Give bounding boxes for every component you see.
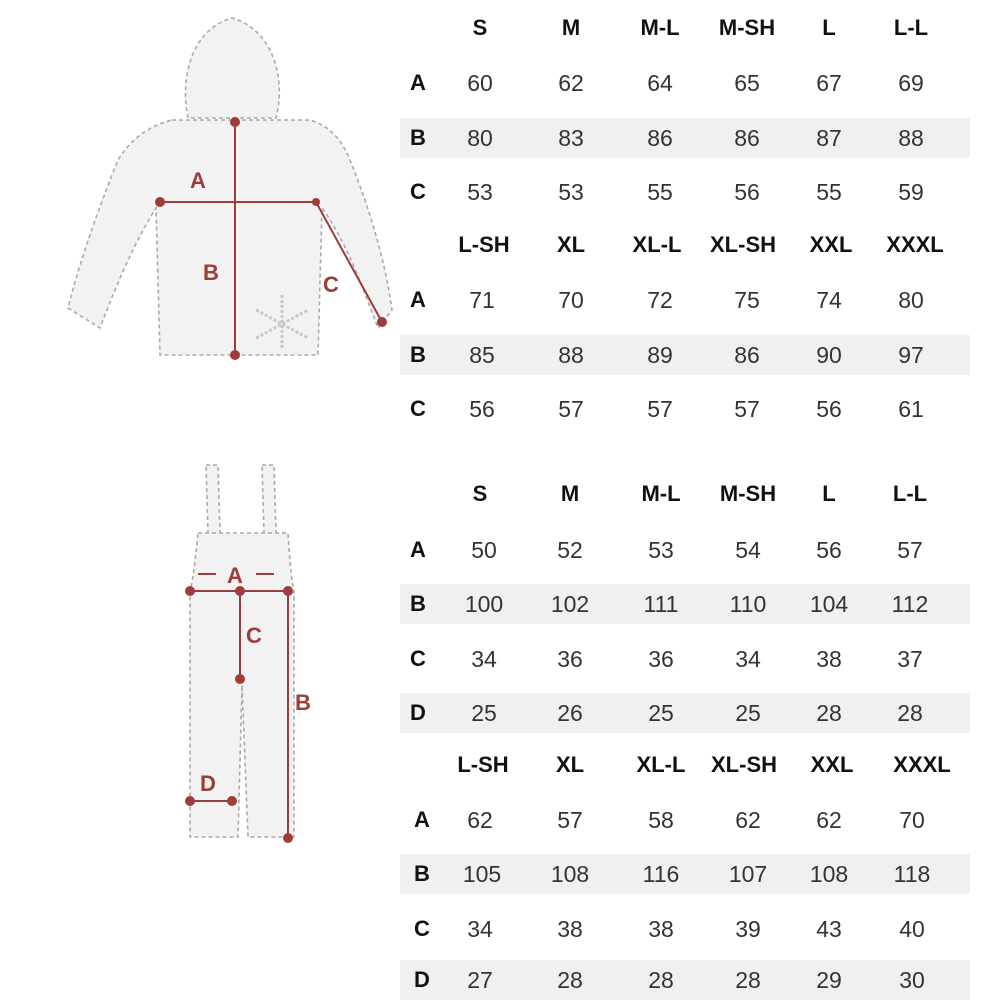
size-header-m-sh: M-SH [719,481,777,506]
table-cell: 34 [467,916,493,942]
size-header-m-l: M-L [641,481,681,506]
table-cell: 28 [735,967,761,993]
row-label: C [414,916,430,941]
header-row [400,474,970,514]
table-cell: 27 [467,967,493,993]
table-cell: 53 [648,537,674,563]
size-header-l: L [822,481,836,506]
table-cell: 72 [647,287,673,313]
table-cell: 69 [898,70,924,96]
table-cell: 86 [647,125,673,151]
table-cell: 40 [899,916,925,942]
size-header-s: S [472,481,488,506]
table-row [400,172,970,212]
row-label: D [410,700,426,725]
table-cell: 25 [735,700,761,726]
table-row [400,909,970,949]
table-row [400,335,970,375]
size-header-xxxl: XXXL [886,232,944,257]
size-header-l-sh: L-SH [457,752,509,777]
table-cell: 60 [467,70,493,96]
size-header-xl-l: XL-L [636,752,686,777]
table-cell: 57 [557,807,583,833]
size-header-xl-l: XL-L [632,232,682,257]
table-cell: 104 [809,591,849,617]
table-cell: 64 [647,70,673,96]
table-row [400,118,970,158]
row-label: C [410,396,426,421]
size-header-m-l: M-L [640,15,680,40]
table-cell: 38 [648,916,674,942]
table-cell: 38 [816,646,842,672]
jacket-diagram [60,10,400,370]
table-cell: 112 [891,591,929,617]
table-cell: 30 [899,967,925,993]
table-cell: 36 [557,646,583,672]
table-cell: 88 [898,125,924,151]
table-cell: 25 [648,700,674,726]
size-header-xl: XL [555,752,585,777]
table-cell: 90 [816,342,842,368]
size-header-xxxl: XXXL [893,752,951,777]
measure-point [186,797,194,805]
header-row [400,225,970,265]
table-cell: 29 [816,967,842,993]
table-cell: 107 [728,861,768,887]
jacket-label-b: B [203,260,219,285]
jacket-body-outline [68,120,392,355]
table-row [400,800,970,840]
table-cell: 71 [469,287,495,313]
row-label: A [410,537,426,562]
table-cell: 43 [816,916,842,942]
size-header-xxl: XXL [810,752,854,777]
table-cell: 56 [469,396,495,422]
size-header-m: M [560,481,580,506]
table-cell: 108 [809,861,849,887]
table-cell: 118 [893,861,931,887]
row-label: A [410,70,426,95]
row-label: B [414,861,430,886]
table-cell: 116 [642,861,680,887]
row-label: C [410,646,426,671]
measure-point [284,587,292,595]
table-cell: 55 [816,179,842,205]
pants-diagram [170,455,330,855]
table-cell: 65 [734,70,760,96]
table-cell: 36 [648,646,674,672]
table-cell: 62 [816,807,842,833]
table-cell: 28 [557,967,583,993]
table-cell: 87 [816,125,842,151]
table-cell: 56 [816,537,842,563]
table-cell: 56 [734,179,760,205]
size-header-l-l: L-L [892,481,928,506]
table-cell: 55 [647,179,673,205]
table-cell: 67 [816,70,842,96]
size-header-xl: XL [556,232,586,257]
table-cell: 57 [897,537,923,563]
size-header-xl-sh: XL-SH [711,752,777,777]
measure-point [236,675,244,683]
table-cell: 100 [464,591,504,617]
table-cell: 108 [550,861,590,887]
table-cell: 105 [462,861,502,887]
size-header-l-l: L-L [893,15,929,40]
measure-point [186,587,194,595]
table-cell: 57 [734,396,760,422]
table-cell: 53 [558,179,584,205]
table-cell: 86 [734,125,760,151]
pants-label-c: C [246,623,262,648]
table-cell: 88 [558,342,584,368]
table-row [400,530,970,570]
size-header-m-sh: M-SH [718,15,776,40]
size-header-s: S [472,15,488,40]
table-row [400,584,970,624]
row-label: B [410,125,426,150]
measure-point [378,318,386,326]
table-cell: 57 [558,396,584,422]
row-label: D [414,967,430,992]
table-cell: 56 [816,396,842,422]
table-cell: 62 [467,807,493,833]
table-cell: 26 [557,700,583,726]
table-cell: 86 [734,342,760,368]
table-cell: 61 [898,396,924,422]
table-cell: 97 [898,342,924,368]
table-cell: 28 [816,700,842,726]
row-label: C [410,179,426,204]
measure-point [231,351,239,359]
table-cell: 25 [471,700,497,726]
table-row [400,693,970,733]
table-cell: 28 [897,700,923,726]
size-header-l: L [822,15,836,40]
table-row [400,63,970,103]
measure-point [313,199,319,205]
measure-point [284,834,292,842]
table-cell: 75 [734,287,760,313]
table-cell: 50 [471,537,497,563]
table-cell: 80 [898,287,924,313]
pants-label-b: B [295,690,311,715]
row-label: B [410,342,426,367]
table-cell: 70 [558,287,584,313]
table-cell: 62 [558,70,584,96]
table-cell: 62 [735,807,761,833]
table-row [400,854,970,894]
measure-point [236,587,244,595]
header-row [400,8,970,48]
table-cell: 54 [735,537,761,563]
table-cell: 80 [467,125,493,151]
table-cell: 102 [550,591,590,617]
pants-label-a: A [227,563,243,588]
table-row [400,280,970,320]
size-header-m: M [561,15,581,40]
table-cell: 39 [735,916,761,942]
table-cell: 58 [648,807,674,833]
row-label: A [414,807,430,832]
table-cell: 34 [471,646,497,672]
measure-point [231,118,239,126]
header-row [400,745,970,785]
table-cell: 28 [648,967,674,993]
size-header-xxl: XXL [809,232,853,257]
table-row [400,389,970,429]
table-cell: 74 [816,287,842,313]
jacket-label-c: C [323,272,339,297]
table-cell: 85 [469,342,495,368]
pants-right-strap-outline [262,465,276,533]
table-cell: 52 [557,537,583,563]
jacket-label-a: A [190,168,206,193]
table-cell: 83 [558,125,584,151]
table-row [400,960,970,1000]
row-label: A [410,287,426,312]
table-row [400,639,970,679]
table-cell: 89 [647,342,673,368]
table-cell: 59 [898,179,924,205]
table-cell: 34 [735,646,761,672]
table-cell: 57 [647,396,673,422]
table-cell: 110 [729,591,767,617]
table-cell: 70 [899,807,925,833]
table-cell: 37 [897,646,923,672]
measure-point [156,198,164,206]
measure-point [228,797,236,805]
size-header-xl-sh: XL-SH [710,232,776,257]
table-cell: 53 [467,179,493,205]
table-cell: 111 [643,591,679,617]
jacket-hood-outline [185,18,279,118]
size-header-l-sh: L-SH [458,232,510,257]
table-cell: 38 [557,916,583,942]
pants-left-strap-outline [206,465,220,533]
row-label: B [410,591,426,616]
pants-label-d: D [200,771,216,796]
